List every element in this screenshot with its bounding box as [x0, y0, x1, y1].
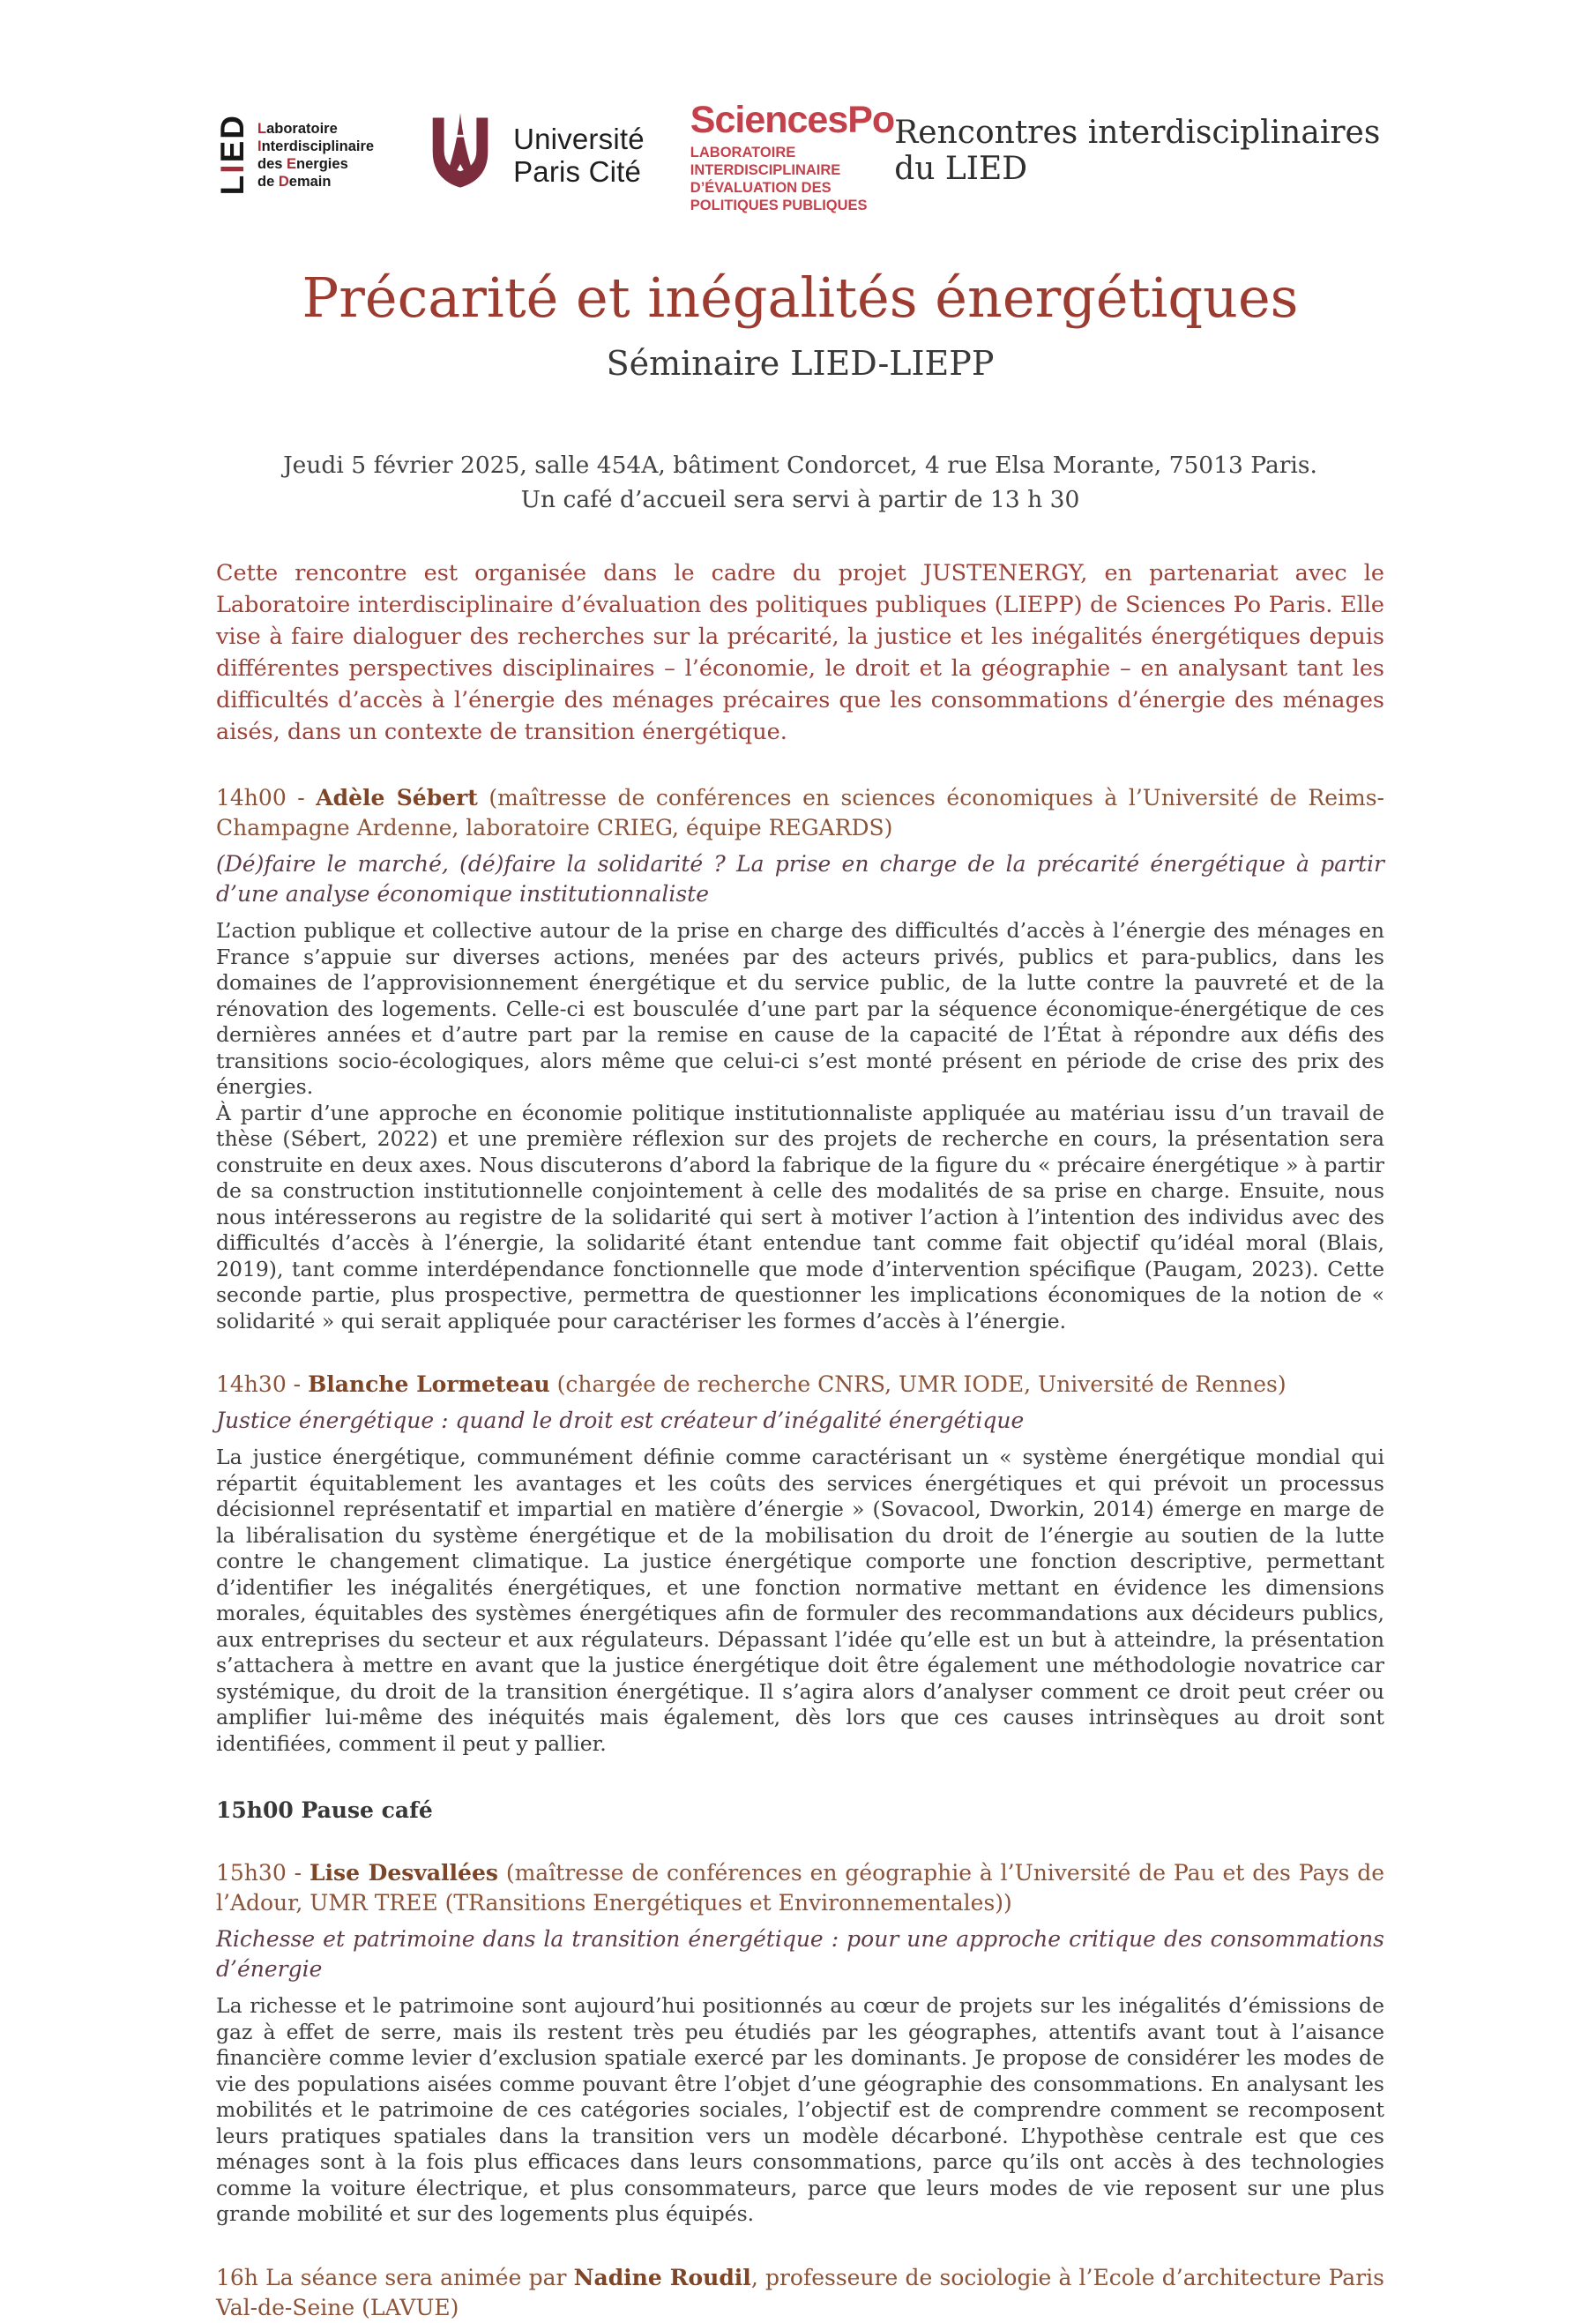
lied-logo — [216, 102, 374, 208]
closing-suffix: , professeure de sociologie à l’Ecole d’architecture Paris Val-de-Seine (LAVUE) — [216, 2264, 1384, 2320]
speaker-name: Blanche Lormeteau — [308, 1371, 550, 1397]
talk-abstract — [216, 918, 1384, 1334]
lied-logo-vertical-wordmark: LIED — [214, 114, 250, 196]
talk-title: (Dé)faire le marché, (dé)faire la solidarité ? La prise en charge de la précarité énergétique à partir d’une analyse économique institutionnaliste — [216, 851, 1384, 907]
session-heading — [216, 783, 1384, 843]
session-1400 — [216, 783, 1384, 1334]
session-time: 14h30 - — [216, 1371, 309, 1397]
lied-logo-line: des Energies — [257, 155, 348, 172]
talk-title: Richesse et patrimoine dans la transition énergétique : pour une approche critique des consommations d’énergie — [216, 1926, 1384, 1982]
venue-block — [216, 448, 1384, 517]
closing-prefix: 16h La séance sera animée par — [216, 2264, 574, 2290]
page-title: Précarité et inégalités énergétiques — [302, 265, 1299, 330]
session-1530 — [216, 1858, 1384, 2228]
abstract-paragraph: La richesse et le patrimoine sont aujourd’hui positionnés au cœur de projets sur les inégalités d’émissions de gaz à effet de serre, mais ils restent très peu étudiés par les géographes, attentifs avant tout à l’aisance financière comme levier d’exclusion spatiale exercé par les dominants. Je propose de considérer les modes de vie des populations aisées comme pouvant être l’objet d’une géographie des consommations. En analysant les mobilités et le patrimoine de ces catégories sociales, l’objectif est de comprendre comment se recomposent leurs pratiques spatiales dans la transition vers un modèle décarboné. L’hypothèse centrale est que ces ménages sont à la fois plus efficaces dans leurs consommations, parce qu’ils ont accès à des technologies comme la voiture électrique, et plus consommateurs, parce que leurs modes de vie reposent sur une plus grande mobilité et sur des logements plus équipés. — [216, 1993, 1384, 2226]
coffee-break-label: 15h00 Pause café — [216, 1797, 433, 1823]
universite-paris-cite-emblem-icon — [420, 113, 501, 198]
session-1430 — [216, 1370, 1384, 1757]
sciencespo-liepp-logo — [690, 95, 894, 214]
session-time: 14h00 - — [216, 785, 317, 810]
session-heading — [216, 1370, 1384, 1400]
abstract-paragraph: L’action publique et collective autour de la prise en charge des difficultés d’accès à l’énergie des ménages en France s’appuie sur diverses actions, menées par des acteurs privés, publics et para-publics, dans les domaines de l’approvisionnement énergétique et du service public, de la lutte contre la pauvreté et de la rénovation des logements. Celle-ci est bousculée d’une part par la séquence économique-énergétique de ces dernières années et d’autre part par la remise en cause de la capacité de l’État à répondre aux défis des transitions socio-écologiques, alors même que celui-ci s’est monté présent en période de crise des prix des énergies. — [216, 918, 1384, 1099]
venue-coffee-line: Un café d’accueil sera servi à partir de 13 h 30 — [520, 486, 1080, 513]
lied-logo-line: Laboratoire — [257, 120, 338, 137]
abstract-paragraph: À partir d’une approche en économie politique institutionnaliste appliquée au matériau issu d’un travail de thèse (Sébert, 2022) et une première réflexion sur des projets de recherche en cours, la présentation sera construite en deux axes. Nous discuterons d’abord la fabrique de la figure du « précaire énergétique » à partir de sa construction institutionnelle conjointement à celle des modalités de sa prise en charge. Ensuite, nous nous intéresserons au registre de la solidarité qui sert à motiver l’action à l’intention des individus avec des difficultés d’accès à l’énergie, la solidarité étant entendue tant comme fait objectif qu’idéal moral (Blais, 2019), tant comme interdépendance fonctionnelle que mode d’intervention spécifique (Paugam, 2023). Cette seconde partie, plus prospective, permettra de questionner les implications économiques de la notion de « solidarité » qui serait appliquée pour caractériser les formes d’accès à l’énergie. — [216, 1100, 1384, 1333]
page-subtitle: Séminaire LIED-LIEPP — [606, 344, 995, 383]
intro-paragraph: Cette rencontre est organisée dans le cadre du projet JUSTENERGY, en partenariat avec le Laboratoire interdisciplinaire d’évaluation des politiques publiques (LIEPP) de Sciences Po Paris. Elle vise à faire dialoguer des recherches sur la précarité, la justice et les inégalités énergétiques depuis différentes perspectives disciplinaires – l’économie, le droit et la géographie – en analysant tant les difficultés d’accès à l’énergie des ménages précaires que les consommations d’énergie des ménages aisés, dans un contexte de transition énergétique. — [216, 560, 1384, 745]
venue-date-line: Jeudi 5 février 2025, salle 454A, bâtiment Condorcet, 4 rue Elsa Morante, 75013 Paris. — [283, 452, 1317, 479]
talk-abstract — [216, 1993, 1384, 2228]
speaker-affiliation: (maîtresse de conférences en sciences économiques à l’Université de Reims-Champagne Ardenne, laboratoire CRIEG, équipe REGARDS) — [216, 785, 1384, 840]
talk-abstract — [216, 1445, 1384, 1757]
page-header — [216, 95, 1384, 214]
sciencespo-wordmark: SciencesPo — [690, 99, 895, 141]
session-time: 15h30 - — [216, 1860, 310, 1886]
speaker-affiliation: (maîtresse de conférences en géographie à l’Université de Pau et des Pays de l’Adour, UMR TREE (TRansitions Energétiques et Environnementales)) — [216, 1860, 1385, 1916]
universite-paris-cite-logo-text: Université Paris Cité — [513, 122, 645, 188]
abstract-paragraph: La justice énergétique, communément définie comme caractérisant un « système énergétique mondial qui répartit équitablement les avantages et les coûts des services énergétiques et qui prévoit un processus décisionnel représentatif et impartial en matière d’énergie » (Sovacool, Dworkin, 2014) émerge en marge de la libéralisation du système énergétique et de la mobilisation du droit de l’énergie au soutien de la lutte contre le changement climatique. La justice énergétique comporte une fonction descriptive, permettant d’identifier les inégalités énergétiques, et une fonction normative mettant en évidence les dimensions morales, équitables des systèmes énergétiques afin de formuler des recommandations aux décideurs publics, aux entreprises du secteur et aux régulateurs. Dépassant l’idée qu’elle est un but à atteindre, la présentation s’attachera à mettre en avant que la justice énergétique doit être également une méthodologie novatrice car systémique, du droit de la transition énergétique. Il s’agira alors d’analyser comment ce droit peut créer ou amplifier lui-même des inéquités mais également, dès lors que ces causes intrinsèques au droit sont identifiées, comment il peut y pallier. — [216, 1445, 1384, 1756]
universite-paris-cite-logo — [420, 113, 645, 198]
speaker-name: Adèle Sébert — [316, 785, 478, 810]
speaker-affiliation: (chargée de recherche CNRS, UMR IODE, Université de Rennes) — [549, 1371, 1286, 1397]
partner-logos — [216, 95, 894, 214]
session-heading — [216, 1858, 1384, 1918]
moderator-name: Nadine Roudil — [573, 2264, 751, 2290]
closing-line — [216, 2263, 1384, 2323]
talk-title: Justice énergétique : quand le droit est créateur d’inégalité énergétique — [216, 1408, 1025, 1433]
lied-logo-text — [257, 120, 374, 190]
liepp-logo-text: LABORATOIRE INTERDISCIPLINAIRE D’ÉVALUATION DES POLITIQUES PUBLIQUES — [690, 145, 868, 213]
speaker-name: Lise Desvallées — [309, 1860, 498, 1886]
lied-logo-line: Interdisciplinaire — [257, 138, 375, 154]
lied-logo-line: de Demain — [257, 173, 332, 190]
series-title: Rencontres interdisciplinaires du LIED — [894, 115, 1381, 187]
